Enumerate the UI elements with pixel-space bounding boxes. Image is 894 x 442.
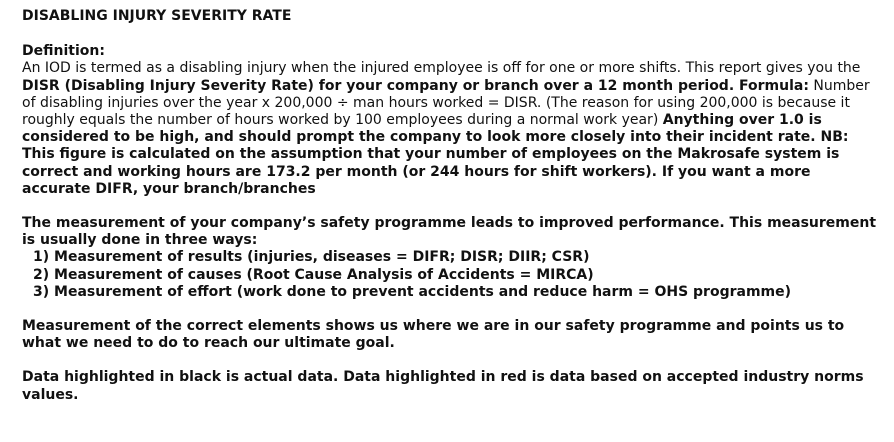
measurement-item: 2) Measurement of causes (Root Cause Analysis of Accidents = MIRCA) — [33, 266, 594, 283]
page-title: DISABLING INJURY SEVERITY RATE — [22, 8, 292, 24]
definition-text-2: DISR (Disabling Injury Severity Rate) for your company or branch over a 12 month period. Formula: — [22, 77, 809, 94]
definition-text-1: An IOD is termed as a disabling injury when the injured employee is off for one or more shifts. This report gives you the — [22, 60, 861, 77]
measurement-item: 3) Measurement of effort (work done to prevent accidents and reduce harm = OHS programme) — [33, 283, 792, 300]
elements-section — [22, 318, 882, 352]
measurement-section — [22, 215, 882, 301]
measurement-item: 1) Measurement of results (injuries, diseases = DIFR; DISR; DIIR; CSR) — [33, 249, 590, 266]
measurement-list — [22, 249, 882, 301]
definition-text-4: Anything over 1.0 is considered to be high, and should prompt the company to look more closely into their incident rate. NB: This figure is calculated on the assumption that your number of employees on the Makrosafe system is correct and working hours are 173.2 per month (or 244 hours for shift workers). If you want a more accurate DIFR, your branch/branches — [22, 112, 849, 197]
highlight-note-section — [22, 369, 882, 403]
highlight-note: Data highlighted in black is actual data. Data highlighted in red is data based on accepted industry norms values. — [22, 369, 864, 403]
definition-paragraph — [22, 60, 882, 198]
definition-heading: Definition: — [22, 43, 105, 60]
measurement-intro: The measurement of your company’s safety programme leads to improved performance. This measurement is usually done in three ways: — [22, 215, 877, 249]
definition-text-3: Number of disabling injuries over the year x 200,000 ÷ man hours worked = DISR. (The reason for using 200,000 is because it roughly equals the number of hours worked by 100 employees during a normal work year) — [22, 77, 870, 129]
elements-paragraph: Measurement of the correct elements shows us where we are in our safety programme and points us to what we need to do to reach our ultimate goal. — [22, 318, 845, 352]
